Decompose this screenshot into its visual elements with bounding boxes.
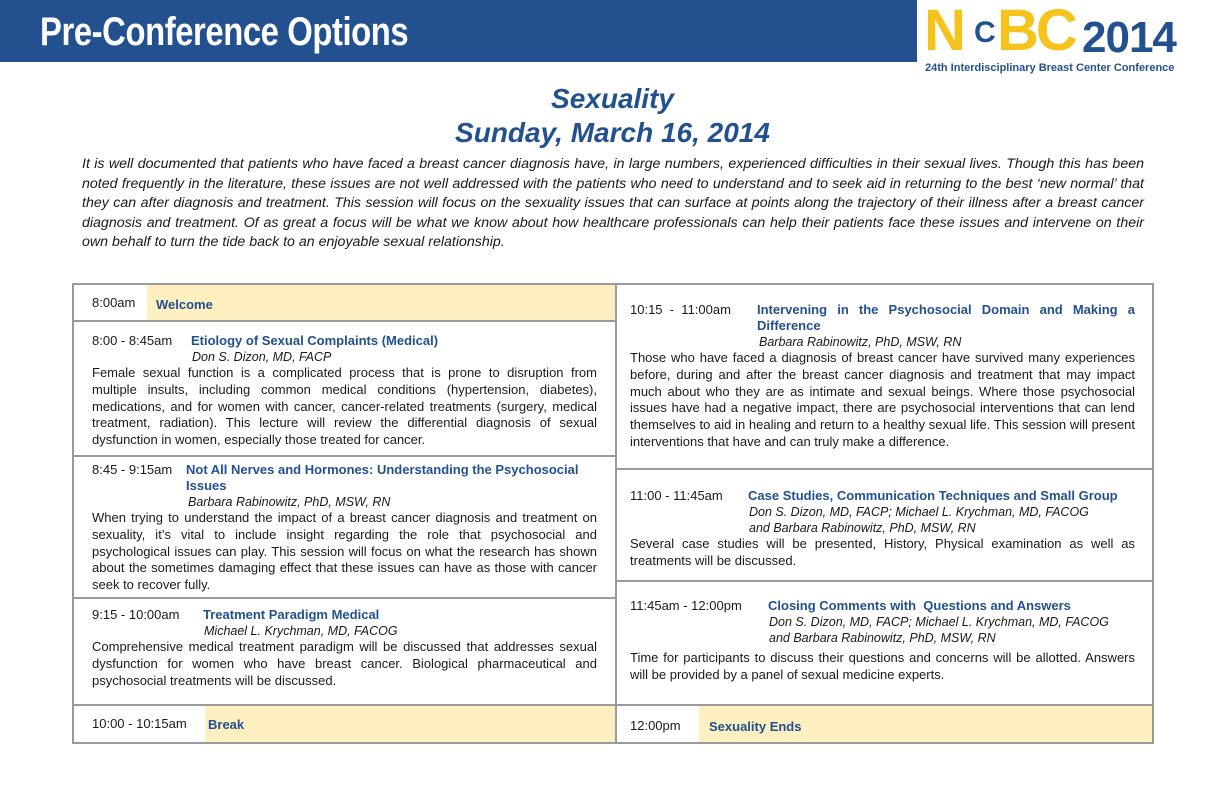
highlight-band — [147, 285, 615, 320]
logo-letter-n: N — [924, 0, 963, 63]
session-speaker: Barbara Rabinowitz, PhD, MSW, RN — [759, 335, 962, 349]
session-description: When trying to understand the impact of a breast cancer diagnosis and treatment on sexuality, it’s vital to include insight regarding the role that psychosocial and psychological issues can play. This session will focus on what the research has shown about the sometimes damaging effect that these issues can have as those with cancer seek to recover fully. — [92, 510, 597, 593]
session-speaker: Don S. Dizon, MD, FACP; Michael L. Krychman, MD, FACOG — [749, 505, 1089, 519]
session-title: Not All Nerves and Hormones: Understanding the Psychosocial Issues — [186, 462, 579, 493]
session-speaker: Don S. Dizon, MD, FACP; Michael L. Krychman, MD, FACOG — [769, 615, 1109, 629]
session-time: 9:15 - 10:00am — [92, 607, 180, 622]
session-time: 11:45am - 12:00pm — [630, 598, 742, 613]
session-description: Several case studies will be presented, History, Physical examination as well as treatments will be discussed. — [630, 536, 1135, 568]
header-banner — [0, 0, 917, 62]
session-speaker: Don S. Dizon, MD, FACP — [192, 350, 332, 364]
session-title: Intervening in the Psychosocial Domain and Making a Difference — [757, 302, 1135, 333]
session-title: Break — [208, 717, 245, 732]
session-speaker-continued: and Barbara Rabinowitz, PhD, MSW, RN — [749, 521, 976, 535]
session-case-studies — [617, 470, 1152, 582]
session-speaker: Barbara Rabinowitz, PhD, MSW, RN — [188, 495, 391, 509]
schedule-grid — [72, 283, 1154, 744]
session-title: Sexuality Ends — [709, 719, 802, 734]
session-time: 12:00pm — [630, 718, 681, 733]
session-title: Case Studies, Communication Techniques and Small Group — [748, 488, 1118, 503]
session-time: 11:00 - 11:45am — [630, 488, 723, 503]
logo-letters-bc: BC — [997, 0, 1075, 63]
session-time: 8:00 - 8:45am — [92, 333, 173, 348]
session-etiology — [74, 322, 615, 457]
session-time: 8:00am — [92, 295, 136, 310]
session-time: 10:15 - 11:00am — [630, 302, 731, 317]
session-sexuality-ends — [617, 706, 1152, 742]
session-time: 8:45 - 9:15am — [92, 462, 173, 477]
session-title: Closing Comments with Questions and Answers — [768, 598, 1071, 613]
highlight-band — [205, 706, 615, 742]
session-intervening — [617, 285, 1152, 470]
session-speaker-continued: and Barbara Rabinowitz, PhD, MSW, RN — [769, 631, 996, 645]
ncobc-logo — [922, 0, 1222, 80]
session-break — [74, 706, 615, 742]
page-date: Sunday, March 16, 2014 — [455, 117, 770, 148]
session-treatment-paradigm — [74, 599, 615, 706]
session-description: Time for participants to discuss their questions and concerns will be allotted. Answers will be provided by a panel of sexual medicine experts. — [630, 650, 1135, 682]
banner-title: Pre-Conference Options — [40, 10, 409, 54]
session-description: Female sexual function is a complicated process that is prone to disruption from multiple insults, including common medical conditions (hypertension, diabetes), medications, and for women with cancer, cancer-related treatments (surgery, medical treatment, radiation). This lecture will review the differential diagnosis of sexual dysfunction in women, especially those treated for cancer. — [92, 365, 597, 448]
intro-paragraph: It is well documented that patients who have faced a breast cancer diagnosis have, in large numbers, experienced difficulties in their sexual lives. Though this has been noted frequently in the literature, these issues are not well addressed with the patients who need to understand and to seek aid in returning to the best ‘new normal’ that they can after diagnosis and treatment. This session will focus on the sexuality issues that can surface at points along the trajectory of their illness after a breast cancer diagnosis and treatment. Of as great a focus will be what we know about how healthcare professionals can help their patients face these issues and intervene on their own behalf to turn the tide back to an enjoyable sexual relationship. — [82, 156, 1144, 251]
session-title: Treatment Paradigm Medical — [203, 607, 380, 622]
session-welcome — [74, 285, 615, 322]
session-title: Etiology of Sexual Complaints (Medical) — [191, 333, 439, 348]
session-speaker: Michael L. Krychman, MD, FACOG — [204, 624, 398, 638]
logo-letter-c: C — [974, 16, 996, 49]
session-psychosocial-issues — [74, 457, 615, 599]
page-title: Sexuality — [551, 83, 674, 114]
session-time: 10:00 - 10:15am — [92, 716, 187, 731]
session-title: Welcome — [156, 297, 213, 312]
session-description: Those who have faced a diagnosis of breast cancer have survived many experiences before, during and after the breast cancer diagnosis and treatment that may impact much about who they are as intimate and sexual beings. Where those psychosocial issues have had a negative impact, there are psychosocial interventions that can lend themselves to aid in healing and return to a healthy sexual life. This session will present interventions that have and can truly make a difference. — [630, 350, 1135, 449]
logo-subtitle: 24th Interdisciplinary Breast Center Conference — [925, 62, 1175, 74]
session-description: Comprehensive medical treatment paradigm will be discussed that addresses sexual dysfunction for women who have breast cancer. Biological pharmaceutical and psychosocial treatments will be discussed. — [92, 639, 597, 688]
logo-year: 2014 — [1082, 13, 1176, 62]
session-closing-comments — [617, 582, 1152, 706]
